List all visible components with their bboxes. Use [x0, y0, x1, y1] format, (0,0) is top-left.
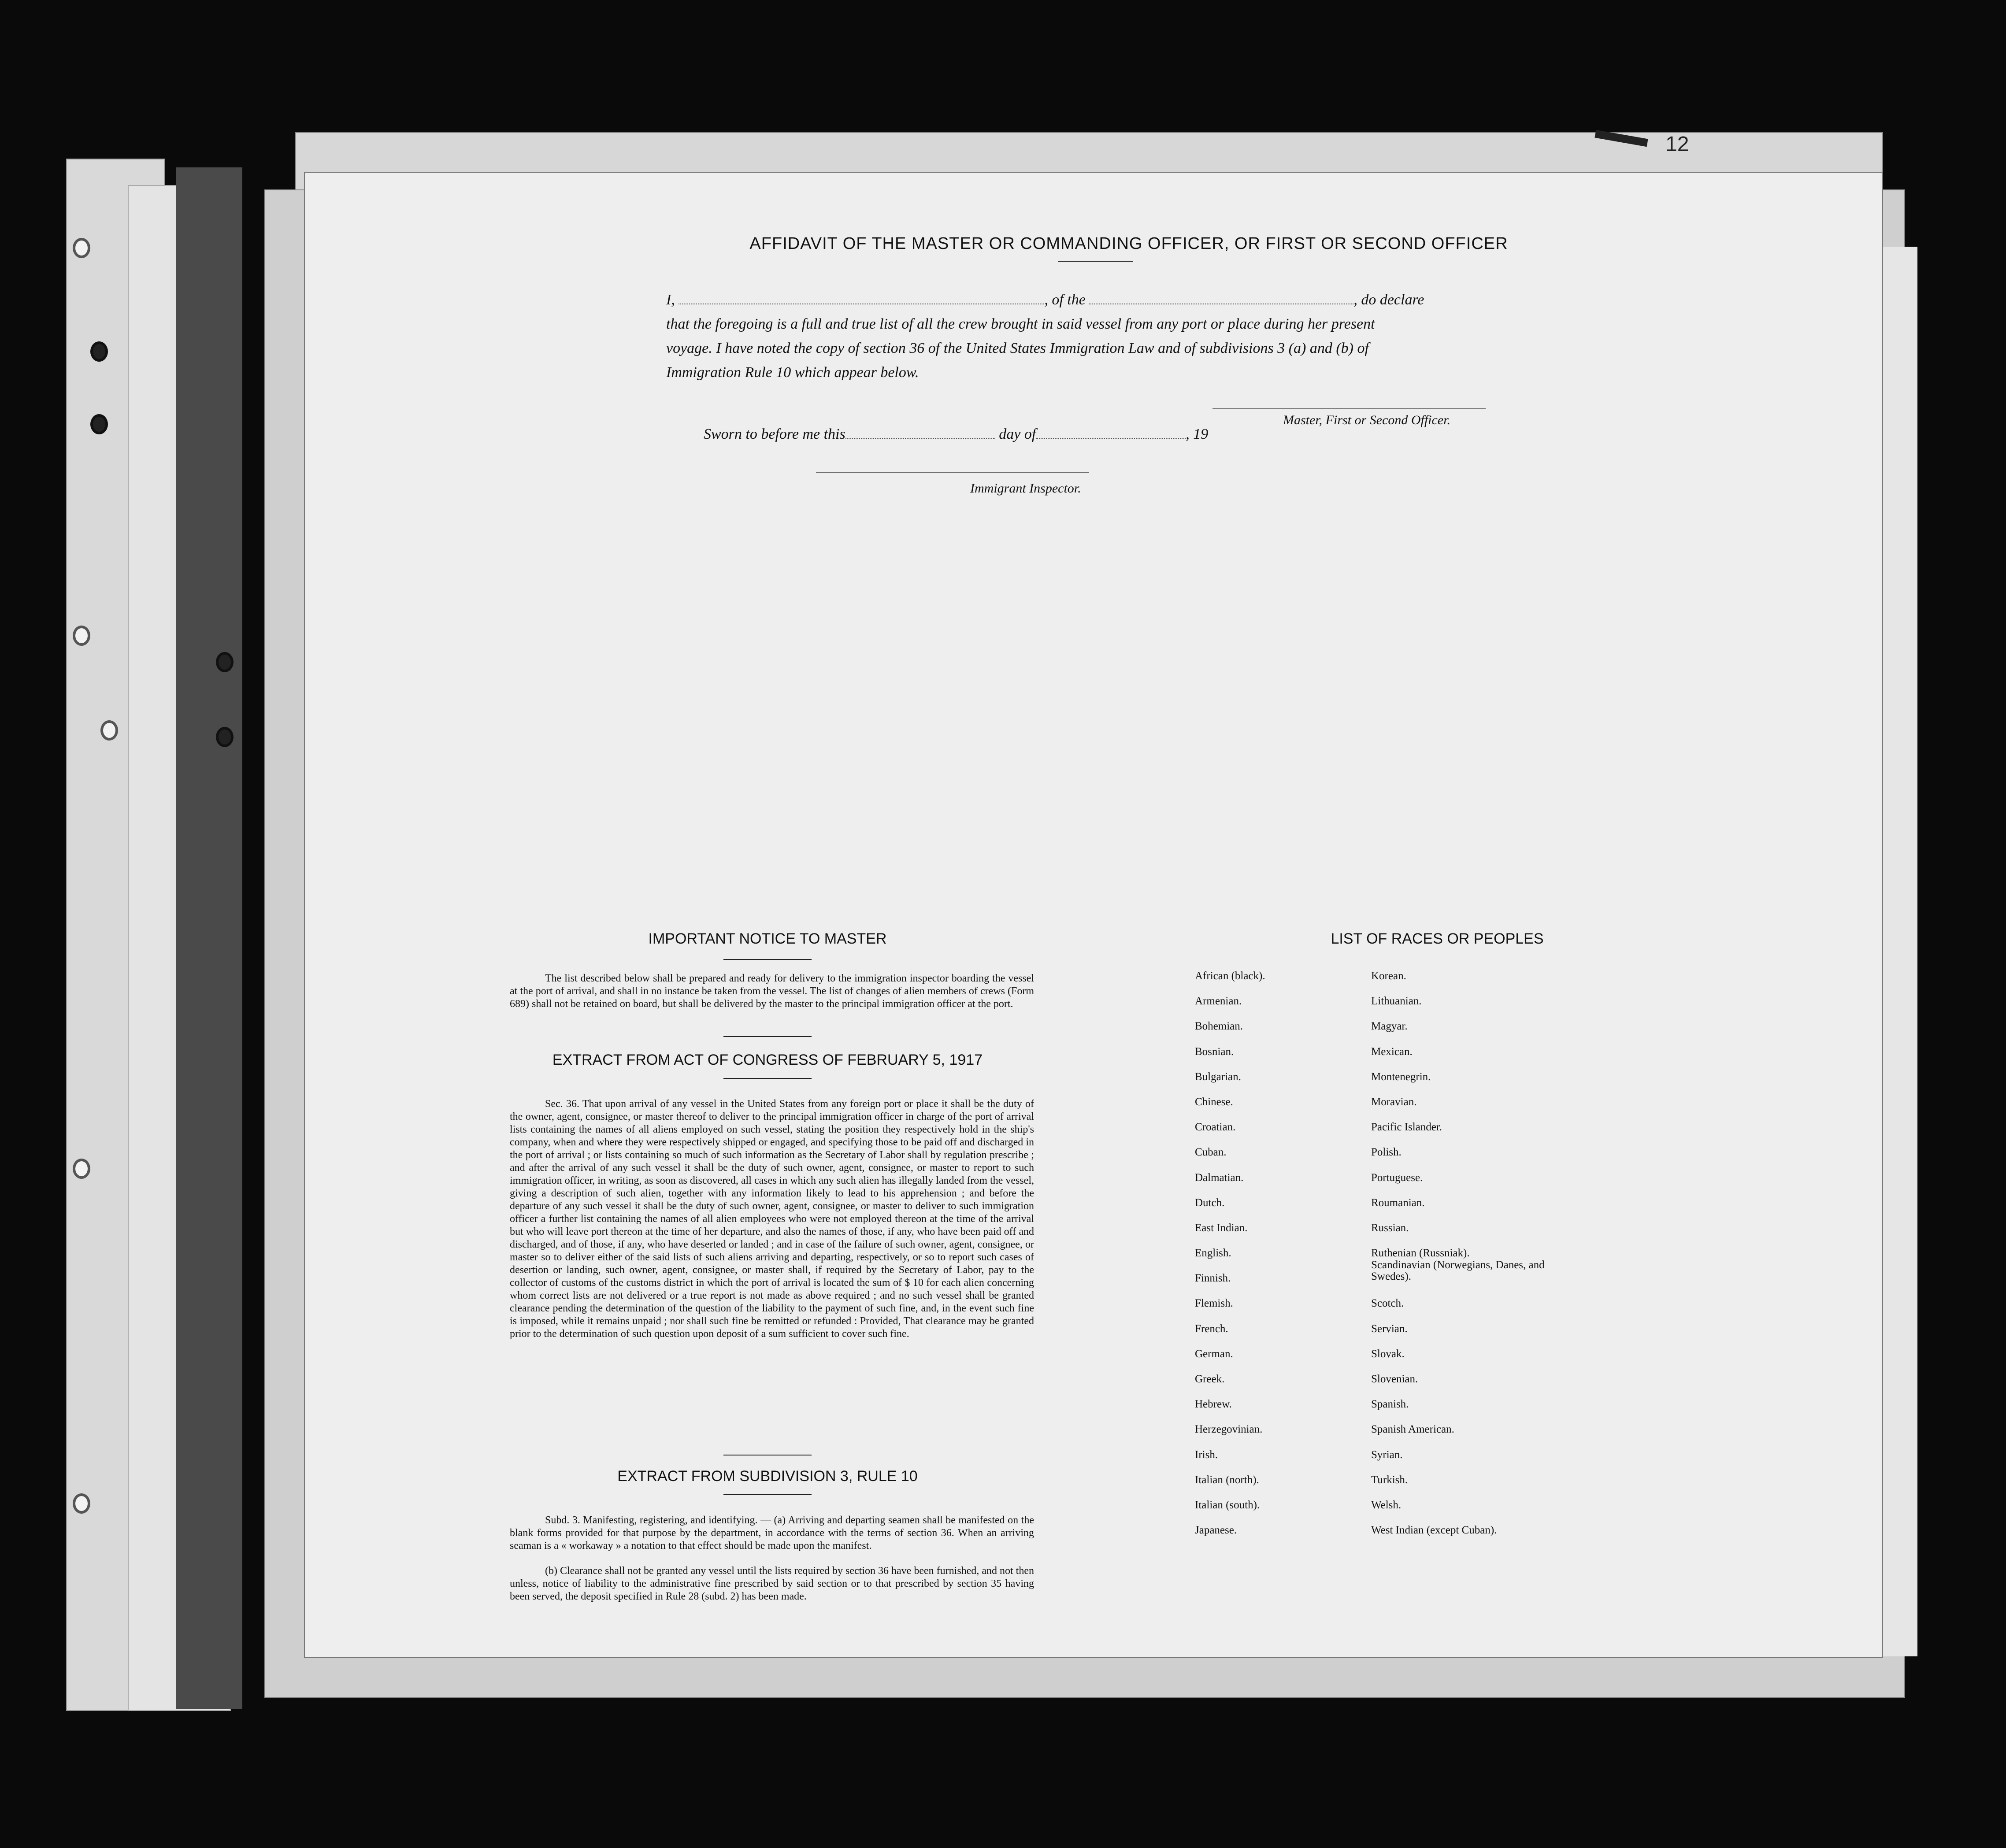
- race-item: Slovenian.: [1371, 1373, 1418, 1385]
- affidavit-line-4: Immigration Rule 10 which appear below.: [666, 364, 919, 381]
- rule-underline: [723, 1494, 812, 1495]
- race-item: Russian.: [1371, 1222, 1409, 1234]
- punch-hole: [73, 1159, 90, 1179]
- race-item: Welsh.: [1371, 1499, 1402, 1511]
- punch-hole: [73, 1493, 90, 1514]
- race-item: Dutch.: [1195, 1196, 1225, 1209]
- act-body: Sec. 36. That upon arrival of any vessel in the United States from any foreign port or place it shall be the duty of the owner, agent, consignee, or master thereof to deliver to the principal immigration officer in charge of the port of arrival lists containing the names of all aliens employed on such vessel, stating the position they respectively hold in the ship's company, when and where they were respectively shipped or engaged, and specifying those to be paid off and discharged in the port of arrival ; or lists containing so much of such information as the Secretary of Labor shall by regulation prescribe ; and after the arrival of any such vessel it shall be the duty of such owner, agent, consignee, or master to report to such immigration officer, in writing, as soon as discovered, all cases in which any such alien has illegally landed from the vessel, giving a description of such alien, together with any information likely to lead to his apprehension ; and before the departure of any such vessel it shall be the duty of such owner, agent, consignee, or master to deliver to such immigration officer a further list containing the names of all alien employees who were not employed thereon at the time of the arrival but who will leave port thereon at the time of her departure, and also the names of those, if any, who have been paid off and discharged, and of those, if any, who have deserted or landed ; and in case of the failure of such owner, agent, consignee, or master so to deliver either of the said lists of such aliens arriving and departing, respectively, or so to report such cases of desertion or landing, such owner, agent, consignee, or master shall, if required by the Secretary of Labor, pay to the collector of customs of the customs district in which the port of arrival is located the sum of $ 10 for each alien concerning whom correct lists are not delivered or a true report is not made as above required ; and no such vessel shall be granted clearance pending the determination of the question of the liability to the payment of such fine, and, in the event such fine is imposed, while it remains unpaid ; nor shall such fine be remitted or refunded : Provided, That clearance may be granted prior to the determination of such question upon deposit of a sum sufficient to cover such fine.: [510, 1098, 1034, 1340]
- act-underline: [723, 1078, 812, 1079]
- race-item: Montenegrin.: [1371, 1070, 1431, 1083]
- race-item: Mexican.: [1371, 1045, 1413, 1058]
- race-item: Ruthenian (Russniak).: [1371, 1247, 1470, 1259]
- master-signature-line: [1212, 408, 1486, 409]
- sworn-day-blank[interactable]: [845, 438, 995, 439]
- punch-hole: [100, 720, 118, 741]
- race-item: Dalmatian.: [1195, 1171, 1244, 1184]
- race-item: Scandinavian (Norwegians, Danes, and Swedes).: [1371, 1259, 1545, 1283]
- affidavit-of-the: , of the: [1044, 292, 1086, 308]
- race-item: Hebrew.: [1195, 1398, 1232, 1411]
- race-item: German.: [1195, 1348, 1233, 1360]
- notice-body: The list described below shall be prepared and ready for delivery to the immigration inspector boarding the vessel at the port of arrival, and shall in no instance be taken from the vessel. The list of changes of alien members of crews (Form 689) shall not be retained on board, but shall be delivered by the master to the principal immigration officer at the port.: [510, 973, 1034, 1010]
- binder-spine: [176, 167, 242, 1709]
- punch-hole: [216, 652, 234, 672]
- race-item: Bosnian.: [1195, 1045, 1234, 1058]
- rule-para-a: Subd. 3. Manifesting, registering, and identifying. — (a) Arriving and departing seamen shall be manifested on the blank forms provided for that purpose by the department, in accordance with the terms of section 36. When an arriving seaman is a « workaway » a notation to that effect should be made upon the manifest.: [510, 1515, 1034, 1552]
- race-item: Japanese.: [1195, 1524, 1237, 1537]
- race-item: Cuban.: [1195, 1146, 1227, 1159]
- affidavit-line-3: voyage. I have noted the copy of section 36 of the United States Immigration Law and of subdivisions 3 (a) and (b) of: [666, 340, 1369, 356]
- notice-rule: [723, 1036, 812, 1037]
- affidavit-title: AFFIDAVIT OF THE MASTER OR COMMANDING OFFICER, OR FIRST OR SECOND OFFICER: [749, 234, 1508, 253]
- affidavit-do-declare: , do declare: [1353, 292, 1424, 308]
- race-item: Flemish.: [1195, 1297, 1233, 1310]
- rule-para-b: (b) Clearance shall not be granted any vessel until the lists required by section 36 have been furnished, and not then unless, notice of liability to the administrative fine prescribed by said section or to that prescribed by section 35 having been served, the deposit specified in Rule 28 (subd. 2) has been made.: [510, 1565, 1034, 1602]
- race-item: English.: [1195, 1247, 1231, 1259]
- race-item: African (black).: [1195, 970, 1265, 982]
- race-item: Spanish.: [1371, 1398, 1409, 1411]
- race-item: French.: [1195, 1322, 1228, 1335]
- race-item: Herzegovinian.: [1195, 1423, 1263, 1436]
- race-item: Slovak.: [1371, 1348, 1405, 1360]
- race-item: Korean.: [1371, 970, 1406, 982]
- races-left-column: [1195, 970, 1362, 1549]
- races-heading: LIST OF RACES OR PEOPLES: [1331, 930, 1544, 947]
- race-item: Chinese.: [1195, 1096, 1233, 1108]
- race-item: Italian (north).: [1195, 1474, 1259, 1486]
- punch-hole: [216, 727, 234, 747]
- race-item: Greek.: [1195, 1373, 1225, 1385]
- race-item: Scotch.: [1371, 1297, 1404, 1310]
- race-item: Portuguese.: [1371, 1171, 1423, 1184]
- race-item: Turkish.: [1371, 1474, 1408, 1486]
- punch-hole: [90, 414, 108, 434]
- race-item: Croatian.: [1195, 1121, 1236, 1133]
- affidavit-page: [304, 172, 1883, 1658]
- rule-heading: EXTRACT FROM SUBDIVISION 3, RULE 10: [617, 1468, 918, 1485]
- races-right-column: [1371, 970, 1583, 1549]
- punch-hole: [90, 341, 108, 362]
- sworn-line: [704, 426, 1320, 443]
- race-item: Polish.: [1371, 1146, 1402, 1159]
- sworn-month-blank[interactable]: [1036, 438, 1186, 439]
- punch-hole: [73, 626, 90, 646]
- inspector-label: Immigrant Inspector.: [970, 481, 1081, 496]
- sworn-year: , 19: [1186, 426, 1209, 442]
- inspector-signature-line: [816, 472, 1089, 473]
- race-item: Finnish.: [1195, 1272, 1231, 1285]
- race-item: East Indian.: [1195, 1222, 1248, 1234]
- affidavit-line-2: that the foregoing is a full and true list of all the crew brought in said vessel from any port or place during her present: [666, 316, 1375, 332]
- race-item: Servian.: [1371, 1322, 1408, 1335]
- title-underline: [1058, 261, 1133, 262]
- race-item: West Indian (except Cuban).: [1371, 1524, 1497, 1537]
- race-item: Moravian.: [1371, 1096, 1417, 1108]
- race-item: Roumanian.: [1371, 1196, 1425, 1209]
- race-item: Pacific Islander.: [1371, 1121, 1442, 1133]
- race-item: Armenian.: [1195, 995, 1242, 1007]
- handwritten-page-number: 12: [1665, 133, 1689, 156]
- notice-underline: [723, 959, 812, 960]
- master-label: Master, First or Second Officer.: [1283, 413, 1450, 427]
- race-item: Irish.: [1195, 1448, 1218, 1461]
- race-item: Magyar.: [1371, 1020, 1408, 1033]
- affidavit-i: I,: [666, 292, 675, 308]
- race-item: Bohemian.: [1195, 1020, 1243, 1033]
- notice-heading: IMPORTANT NOTICE TO MASTER: [648, 930, 887, 947]
- affidavit-line-1: [666, 292, 1521, 308]
- sworn-day-of: day of: [999, 426, 1036, 442]
- act-heading: EXTRACT FROM ACT OF CONGRESS OF FEBRUARY 5, 1917: [552, 1052, 983, 1068]
- race-item: Lithuanian.: [1371, 995, 1422, 1007]
- race-item: Syrian.: [1371, 1448, 1403, 1461]
- race-item: Spanish American.: [1371, 1423, 1454, 1436]
- sworn-prefix: Sworn to before me this: [704, 426, 845, 442]
- punch-hole: [73, 238, 90, 258]
- race-item: Italian (south).: [1195, 1499, 1260, 1511]
- race-item: Bulgarian.: [1195, 1070, 1241, 1083]
